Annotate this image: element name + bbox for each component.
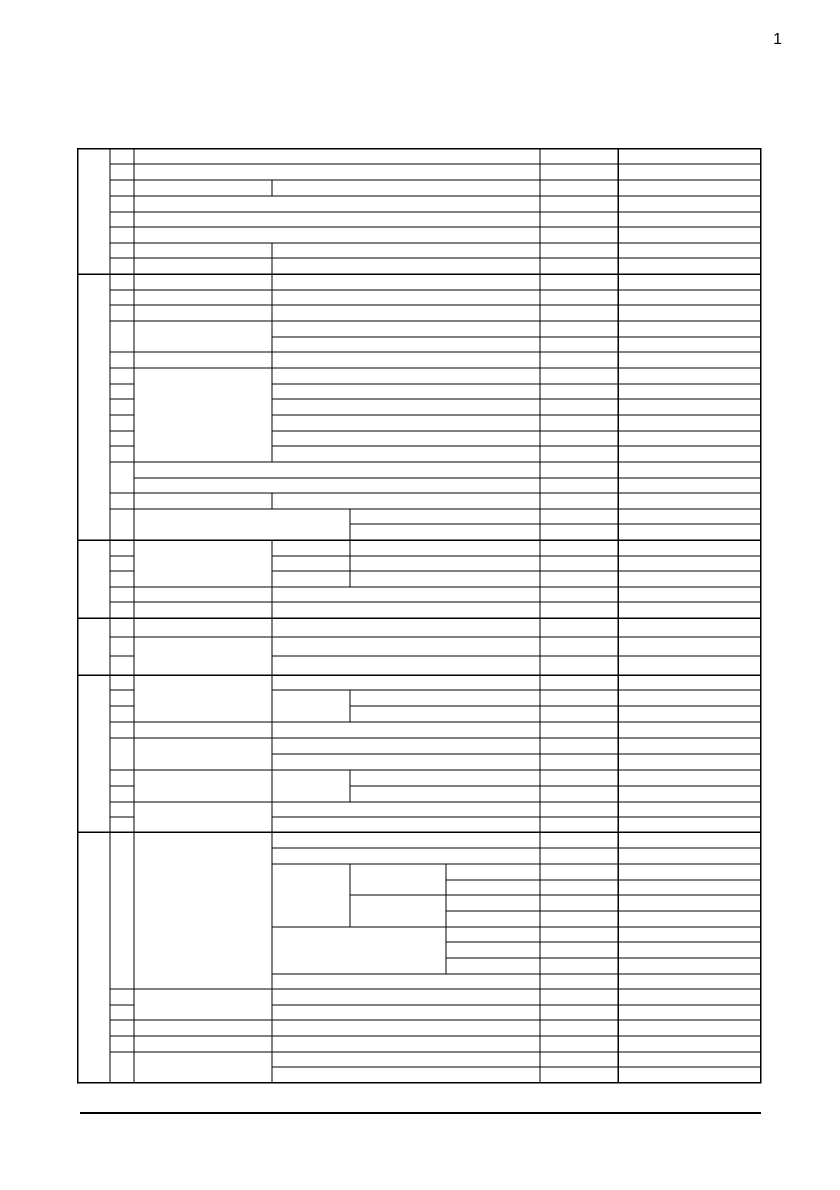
page-number: 1	[773, 31, 782, 48]
footer-rule	[80, 1112, 761, 1114]
